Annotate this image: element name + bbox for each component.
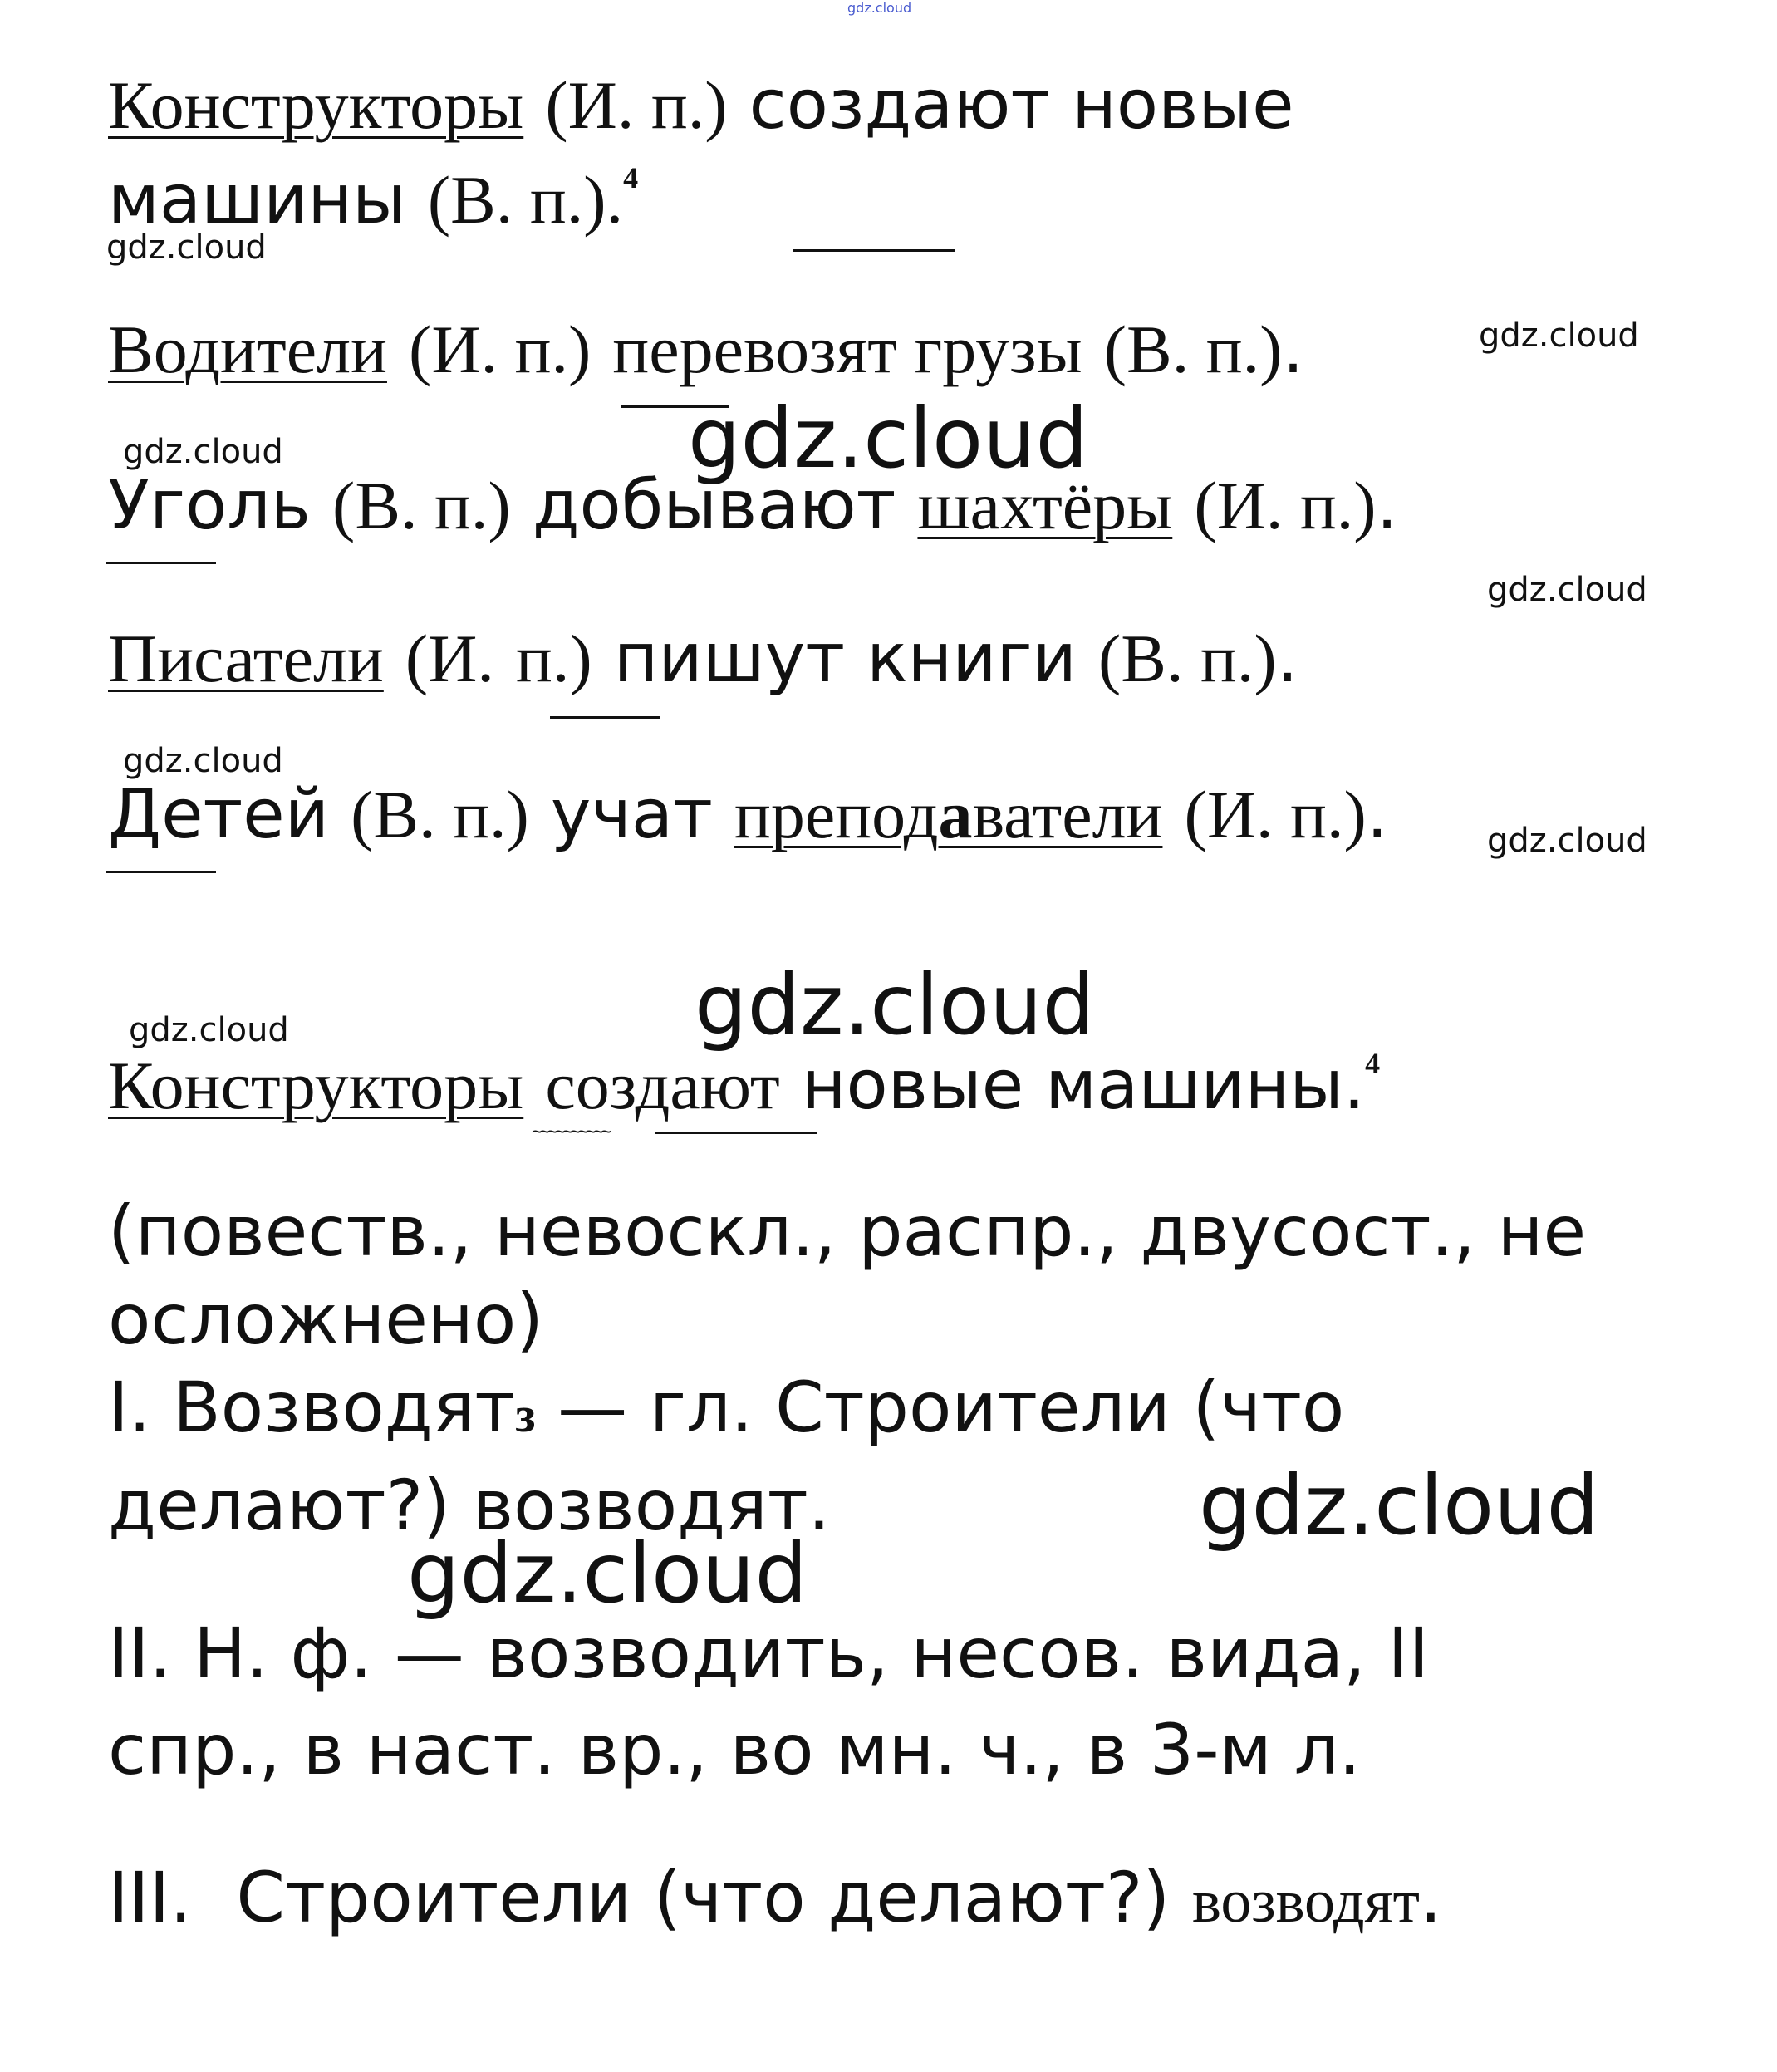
- sentence-2: [108, 310, 1304, 389]
- part-1-mark: з: [515, 1387, 536, 1442]
- s1-footnote: 4: [623, 161, 639, 194]
- s5-case-2: (И. п.): [1184, 777, 1367, 852]
- s5-case-1: (В. п.): [351, 777, 529, 852]
- watermark-6: gdz.cloud: [123, 742, 283, 780]
- part-1-line-2: делают?) возводят.: [108, 1465, 831, 1546]
- part-3-end: .: [1419, 1857, 1442, 1938]
- analysis-sentence: [108, 1046, 1381, 1125]
- s3-case-1: (В. п.): [332, 468, 511, 543]
- s5-verb: учат: [550, 775, 713, 854]
- s4-rest: пишут книги: [613, 619, 1077, 698]
- s1-predicate-underline: [793, 249, 955, 252]
- sentence-1-line-1: [108, 66, 1294, 145]
- s3-verb: добывают: [532, 466, 896, 545]
- analysis-object-underline: [655, 1132, 817, 1134]
- s1-subject: Конструкторы: [108, 67, 524, 143]
- s2-end: .: [1282, 310, 1304, 389]
- s4-subject: Писатели: [108, 621, 384, 696]
- s5-end: .: [1366, 775, 1388, 854]
- s3-object-underline: [106, 562, 216, 564]
- part-1-rest: — гл. Строители (что: [535, 1367, 1345, 1448]
- watermark-8: gdz.cloud: [695, 956, 1096, 1053]
- s1-case-2: (В. п.).: [427, 162, 624, 238]
- s2-case-2: (В. п.): [1103, 312, 1283, 387]
- part-3-prefix: III. Строители (что делают?): [108, 1857, 1192, 1938]
- s2-subject: Водители: [108, 312, 387, 387]
- s4-case-1b: п.): [516, 621, 592, 696]
- sentence-3: [108, 466, 1398, 545]
- s1-object: машины: [108, 160, 406, 239]
- part-2-line-2: спр., в наст. вр., во мн. ч., в 3-м л.: [108, 1709, 1362, 1790]
- s1-verb: создают новые: [749, 66, 1294, 145]
- s5-subject-part-a: препод: [734, 777, 939, 852]
- s4-case-2: (В. п.): [1097, 621, 1277, 696]
- watermark-3: gdz.cloud: [688, 390, 1089, 487]
- s4-case-1a: (И.: [405, 621, 494, 696]
- part-1-prefix: I. Возводят: [108, 1367, 516, 1448]
- s3-end: .: [1376, 466, 1398, 545]
- analysis-attribute-wavy-underline: ~~~~~~~~~~: [532, 1122, 609, 1142]
- watermark-10: gdz.cloud: [1199, 1456, 1600, 1554]
- watermark-9: gdz.cloud: [129, 1011, 289, 1049]
- characteristics-line-1: (повеств., невоскл., распр., двусост., не: [108, 1191, 1587, 1272]
- characteristics-line-2: осложнено): [108, 1279, 544, 1360]
- s5-subject-stressed: а: [938, 777, 973, 852]
- sentence-5: [108, 775, 1388, 854]
- analysis-footnote: 4: [1365, 1047, 1381, 1080]
- watermark-2: gdz.cloud: [1479, 317, 1639, 355]
- s2-rest: перевозят грузы: [612, 312, 1082, 387]
- s3-case-2: (И. п.): [1194, 468, 1377, 543]
- watermark-7: gdz.cloud: [1487, 822, 1647, 860]
- s1-case-1: (И. п.): [545, 67, 728, 143]
- watermark-1: gdz.cloud: [106, 228, 267, 267]
- watermark-4: gdz.cloud: [123, 433, 283, 471]
- analysis-subject: Конструкторы: [108, 1048, 524, 1123]
- watermark-top: gdz.cloud: [847, 0, 912, 16]
- sentence-1-line-2: [108, 160, 639, 239]
- s4-end: .: [1276, 619, 1298, 698]
- analysis-predicate: создают: [545, 1048, 780, 1123]
- part-3: [108, 1857, 1442, 1938]
- watermark-5: gdz.cloud: [1487, 571, 1647, 609]
- s5-subject-part-c: ватели: [972, 777, 1163, 852]
- part-1-line-1: [108, 1367, 1345, 1448]
- s3-subject: шахтёры: [917, 468, 1173, 543]
- sentence-4: [108, 619, 1298, 698]
- analysis-rest: новые машины.: [801, 1046, 1366, 1125]
- s5-subject: [734, 777, 1162, 852]
- s5-object: Детей: [108, 775, 330, 854]
- part-3-word: возводят: [1191, 1868, 1420, 1936]
- s4-underline: [550, 716, 660, 719]
- part-2-line-1: II. Н. ф. — возводить, несов. вида, II: [108, 1613, 1430, 1694]
- s2-case-1: (И. п.): [409, 312, 592, 387]
- watermark-11: gdz.cloud: [407, 1525, 808, 1622]
- s3-object: Уголь: [108, 466, 311, 545]
- s5-object-underline: [106, 871, 216, 873]
